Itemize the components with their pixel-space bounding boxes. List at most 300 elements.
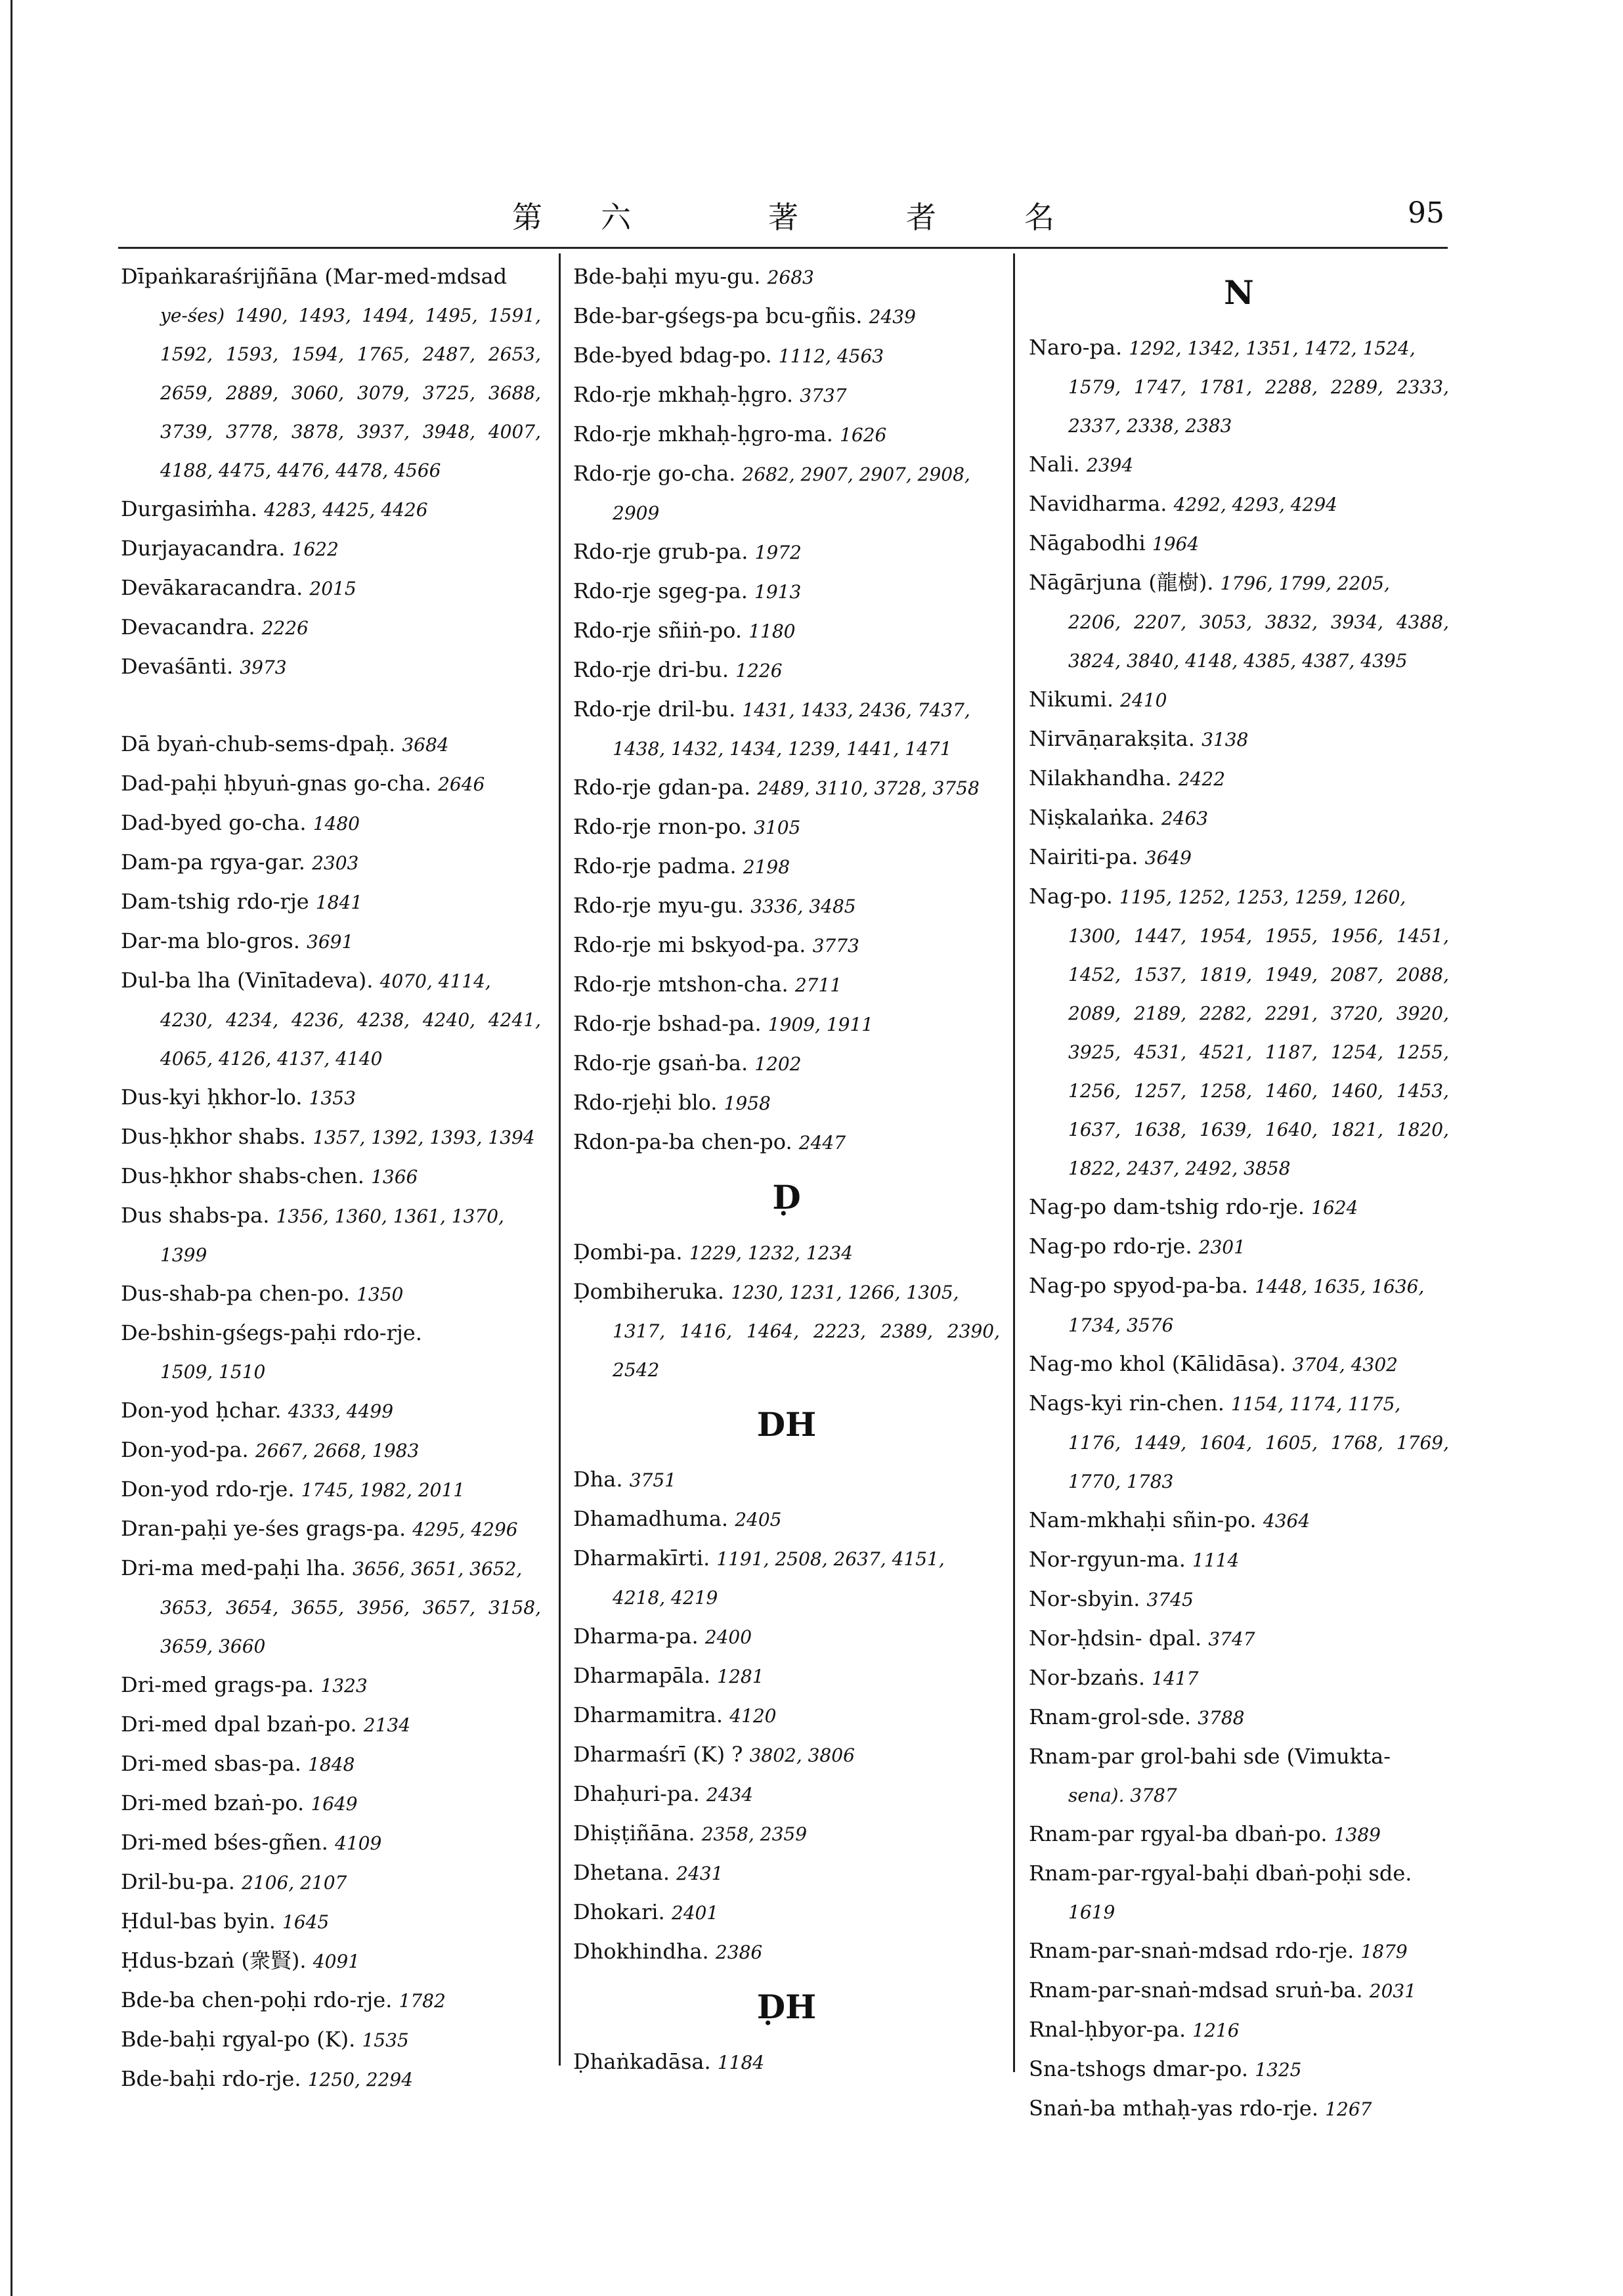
column-divider <box>559 253 561 2066</box>
entry-name: Niṣkalaṅka. <box>1029 805 1155 830</box>
entry-numbers: 3973 <box>240 657 287 678</box>
entry-numbers: 3336, 3485 <box>750 896 856 917</box>
header-char: 著 <box>768 200 798 235</box>
index-entry <box>121 804 541 843</box>
entry-numbers: 1622 <box>292 538 339 560</box>
entry-numbers: 2400 <box>704 1626 752 1648</box>
index-entry <box>573 1539 1000 1617</box>
entry-numbers: 1281 <box>717 1666 764 1687</box>
index-entry <box>1029 445 1449 485</box>
section-heading: Ḍ <box>772 1178 801 1217</box>
index-entry <box>1029 1698 1449 1737</box>
entry-numbers: 1292, 1342, 1351, 1472, 1524, <box>1129 337 1416 359</box>
section-heading: ḌH <box>756 1987 817 2026</box>
entry-name: Dus-kyi ḥkhor-lo. <box>121 1085 303 1110</box>
header-char: 者 <box>906 200 936 235</box>
entry-name: Rnam-par rgyal-ba dbaṅ-po. <box>1029 1821 1328 1846</box>
entry-name: Durjayacandra. <box>121 536 286 561</box>
entry-numbers: 1448, 1635, 1636, <box>1255 1276 1425 1297</box>
index-entry <box>1029 1658 1449 1698</box>
entry-numbers: 1645 <box>282 1911 330 1933</box>
entry-name: Nag-po rdo-rje. <box>1029 1234 1192 1259</box>
entry-numbers: 2410 <box>1120 689 1167 711</box>
entry-numbers: 1848 <box>308 1754 355 1775</box>
entry-numbers: 3802, 3806 <box>749 1744 855 1766</box>
index-entry <box>1029 1737 1449 1815</box>
entry-numbers: 1112, 4563 <box>778 345 884 367</box>
index-entry <box>121 922 541 961</box>
entry-name: Dhokhindha. <box>573 1939 709 1964</box>
entry-numbers: 1180 <box>748 620 796 642</box>
entry-numbers: 1202 <box>754 1053 802 1075</box>
entry-name: Dus shabs-pa. <box>121 1203 270 1228</box>
entry-name: Nag-po. <box>1029 884 1113 909</box>
entry-name: Devacandra. <box>121 615 255 639</box>
entry-name: Rnam-grol-sde. <box>1029 1704 1192 1729</box>
entry-name: Dhaḥuri-pa. <box>573 1781 700 1806</box>
index-entry <box>573 1005 1000 1044</box>
index-entry <box>1029 1971 1449 2010</box>
entry-name: Rdo-rje mkhaḥ-ḥgro. <box>573 382 794 407</box>
index-entry <box>573 1735 1000 1775</box>
index-entry <box>121 1941 541 1981</box>
entry-numbers: 1229, 1232, 1234 <box>689 1242 854 1264</box>
entry-numbers: 2711 <box>794 974 842 996</box>
entry-numbers: 1114 <box>1192 1549 1240 1571</box>
entry-numbers: 3105 <box>754 817 801 838</box>
entry-continuation: ye-śes) 1490, 1493, 1494, 1495, 1591, 1592, 1593, 1594, 1765, 2487, 2653, 2659, 2889, 3060, 3079, 3725, 3688, 3739, 3778, 3878, 3937, 3948, 4007, 4188, 4475, 4476, 4478, 4566 <box>160 305 541 481</box>
index-entry <box>121 608 541 647</box>
entry-name: Durgasiṁha. <box>121 496 257 521</box>
entry-name: Rdo-rje mi bskyod-pa. <box>573 932 806 957</box>
entry-continuation: 1438, 1432, 1434, 1239, 1441, 1471 <box>613 738 952 760</box>
index-entry <box>121 1549 541 1666</box>
entry-name: Rnam-par-snaṅ-mdsad sruṅ-ba. <box>1029 1978 1363 2003</box>
index-entry <box>573 651 1000 690</box>
index-entry <box>121 2020 541 2060</box>
index-entry <box>573 1123 1000 1162</box>
entry-name: Rdon-pa-ba chen-po. <box>573 1129 792 1154</box>
index-entry <box>121 1274 541 1314</box>
entry-numbers: 1366 <box>371 1166 418 1188</box>
index-entry <box>573 768 1000 808</box>
entry-numbers: 1964 <box>1152 533 1200 555</box>
entry-numbers: 1356, 1360, 1361, 1370, <box>276 1205 504 1227</box>
entry-name: Dus-ḥkhor shabs-chen. <box>121 1163 364 1188</box>
entry-name: Dhiṣṭiñāna. <box>573 1821 695 1846</box>
index-entry <box>121 1902 541 1941</box>
entry-name: Rnal-ḥbyor-pa. <box>1029 2017 1186 2042</box>
index-entry <box>1029 877 1449 1188</box>
section-heading: DH <box>756 1405 817 1444</box>
entry-numbers: 3656, 3651, 3652, <box>353 1558 523 1580</box>
entry-numbers: 1250, 2294 <box>307 2069 414 2090</box>
entry-numbers: 2447 <box>798 1132 846 1154</box>
entry-numbers: 4364 <box>1263 1510 1310 1532</box>
index-entry <box>1029 563 1449 680</box>
entry-continuation: 1317, 1416, 1464, 2223, 2389, 2390, 2542 <box>613 1320 1000 1381</box>
entry-numbers: 1958 <box>724 1093 771 1114</box>
index-column-2 <box>573 257 1000 2082</box>
entry-name: Nāgabodhi <box>1029 531 1146 555</box>
index-entry <box>1029 720 1449 759</box>
entry-name: Sna-tshogs dmar-po. <box>1029 2056 1249 2081</box>
index-entry <box>573 1853 1000 1893</box>
entry-continuation: 1619 <box>1068 1901 1115 1923</box>
index-entry <box>1029 1580 1449 1619</box>
entry-name: Rdo-rje gdan-pa. <box>573 775 751 800</box>
entry-name: Bde-baḥi rdo-rje. <box>121 2066 301 2091</box>
entry-numbers: 2031 <box>1369 1980 1417 2002</box>
header-char: 六 <box>601 200 631 235</box>
entry-name: Nag-po dam-tshig rdo-rje. <box>1029 1194 1305 1219</box>
index-entry <box>121 1431 541 1470</box>
entry-name: Bde-baḥi myu-gu. <box>573 264 761 289</box>
entry-name: Dharmamitra. <box>573 1702 724 1727</box>
entry-name: Nikumi. <box>1029 687 1114 712</box>
entry-numbers: 4283, 4425, 4426 <box>264 499 428 521</box>
index-entry <box>121 257 541 490</box>
entry-numbers: 2682, 2907, 2907, 2908, <box>742 464 970 485</box>
entry-name: Rdo-rje myu-gu. <box>573 893 745 918</box>
index-entry <box>1029 680 1449 720</box>
index-entry <box>573 1044 1000 1083</box>
index-entry <box>1029 1501 1449 1540</box>
index-entry <box>1029 1384 1449 1501</box>
entry-name: Naro-pa. <box>1029 335 1123 360</box>
entry-continuation: 1579, 1747, 1781, 2288, 2289, 2333, 2337, 2338, 2383 <box>1068 376 1449 437</box>
entry-name: Dā byaṅ-chub-sems-dpaḥ. <box>121 731 396 756</box>
entry-numbers: 1353 <box>309 1087 356 1109</box>
index-entry <box>1029 2050 1449 2089</box>
entry-numbers: 1267 <box>1325 2098 1372 2120</box>
entry-name: Rdo-rje rnon-po. <box>573 814 747 839</box>
index-entry <box>121 1470 541 1509</box>
index-entry <box>573 965 1000 1005</box>
entry-numbers: 1535 <box>362 2029 409 2051</box>
index-entry <box>1029 1619 1449 1658</box>
index-entry <box>1029 1227 1449 1267</box>
index-entry <box>121 2060 541 2099</box>
entry-numbers: 3704, 4302 <box>1292 1354 1398 1375</box>
entry-name: Dha. <box>573 1467 623 1492</box>
entry-numbers: 2303 <box>312 852 359 874</box>
entry-numbers: 1626 <box>840 424 887 446</box>
index-entry <box>121 764 541 804</box>
entry-name: Nirvāṇarakṣita. <box>1029 726 1195 751</box>
binding-edge-rule <box>11 0 12 2296</box>
index-entry <box>121 843 541 882</box>
entry-numbers: 2358, 2359 <box>701 1823 808 1845</box>
entry-name: Bde-bar-gśegs-pa bcu-gñis. <box>573 303 863 328</box>
entry-name: Dad-paḥi ḥbyuṅ-gnas go-cha. <box>121 771 431 796</box>
index-entry <box>121 1666 541 1705</box>
index-entry <box>573 297 1000 336</box>
entry-name: Dri-med grags-pa. <box>121 1672 314 1697</box>
entry-name: Nor-ḥdsin- dpal. <box>1029 1626 1202 1651</box>
entry-name: Don-yod rdo-rje. <box>121 1477 295 1502</box>
index-entry <box>1029 759 1449 798</box>
index-entry <box>573 415 1000 454</box>
entry-numbers: 4109 <box>335 1832 382 1854</box>
entry-name: Nor-bzaṅs. <box>1029 1665 1145 1690</box>
index-entry <box>121 1391 541 1431</box>
entry-name: Dharmapāla. <box>573 1663 711 1688</box>
entry-numbers: 4295, 4296 <box>412 1519 518 1540</box>
entry-name: Dar-ma blo-gros. <box>121 928 300 953</box>
entry-continuation: 2909 <box>613 502 660 524</box>
entry-numbers: 2646 <box>438 773 485 795</box>
entry-continuation: 1399 <box>160 1244 207 1266</box>
entry-name: Rdo-rjeḥi blo. <box>573 1090 718 1115</box>
entry-name: Dril-bu-pa. <box>121 1869 235 1894</box>
section-heading: N <box>1224 273 1254 312</box>
index-entry <box>1029 838 1449 877</box>
index-entry <box>121 1509 541 1549</box>
entry-numbers: 3691 <box>307 931 354 953</box>
entry-numbers: 1325 <box>1255 2059 1302 2081</box>
entry-name: Bde-byed bdag-po. <box>573 343 772 368</box>
index-entry <box>121 1314 541 1391</box>
entry-continuation: sena). 3787 <box>1068 1785 1177 1806</box>
index-entry <box>573 1814 1000 1853</box>
entry-numbers: 2226 <box>261 617 309 639</box>
entry-name: Dhokari. <box>573 1899 665 1924</box>
index-entry <box>121 1196 541 1274</box>
entry-continuation: 1300, 1447, 1954, 1955, 1956, 1451, 1452, 1537, 1819, 1949, 2087, 2088, 2089, 2189, 2282, 2291, 3720, 3920, 3925, 4531, 4521, 1187, 1254, 1255, 1256, 1257, 1258, 1460, 1460, 1453, 1637, 1638, 1639, 1640, 1821, 1820, 1822, 2437, 2492, 3858 <box>1068 925 1449 1179</box>
entry-name: Rnam-par-rgyal-baḥi dbaṅ-poḥi sde. <box>1029 1861 1412 1886</box>
header-char: 第 <box>512 200 542 235</box>
entry-numbers: 4333, 4499 <box>288 1400 394 1422</box>
entry-numbers: 4120 <box>729 1705 777 1727</box>
entry-numbers: 3745 <box>1146 1589 1194 1611</box>
entry-name: Dri-med dpal bzaṅ-po. <box>121 1712 357 1737</box>
index-entry <box>121 1705 541 1744</box>
index-entry <box>573 454 1000 532</box>
entry-numbers: 1480 <box>313 813 360 834</box>
entry-numbers: 2394 <box>1086 454 1134 476</box>
entry-name: Devaśānti. <box>121 654 234 679</box>
index-entry <box>121 1078 541 1117</box>
entry-name: Nairiti-pa. <box>1029 844 1138 869</box>
entry-name: Ḥdul-bas byin. <box>121 1909 276 1934</box>
entry-name: Nāgārjuna (龍樹). <box>1029 570 1214 595</box>
entry-name: Don-yod-pa. <box>121 1437 249 1462</box>
entry-name: Ḍombiheruka. <box>573 1279 725 1304</box>
index-entry <box>573 257 1000 297</box>
index-column-1 <box>121 257 541 2099</box>
entry-numbers: 4091 <box>313 1951 360 1972</box>
entry-numbers: 1745, 1982, 2011 <box>301 1479 465 1501</box>
entry-numbers: 4070, 4114, <box>379 970 491 992</box>
entry-numbers: 1195, 1252, 1253, 1259, 1260, <box>1119 886 1406 908</box>
entry-numbers: 1972 <box>754 542 802 563</box>
entry-name: Dam-tshig rdo-rje <box>121 889 309 914</box>
entry-numbers: 1841 <box>315 892 363 913</box>
index-entry <box>573 1272 1000 1389</box>
index-entry <box>573 1893 1000 1932</box>
index-entry <box>573 532 1000 572</box>
index-entry <box>1029 1540 1449 1580</box>
index-entry <box>1029 2089 1449 2129</box>
index-entry <box>1029 2010 1449 2050</box>
entry-name: Rnam-par-snaṅ-mdsad rdo-rje. <box>1029 1938 1354 1963</box>
index-entry <box>573 1617 1000 1657</box>
entry-numbers: 3751 <box>629 1469 676 1491</box>
index-entry <box>121 1157 541 1196</box>
entry-name: Dam-pa rgya-gar. <box>121 850 305 875</box>
index-entry <box>573 1083 1000 1123</box>
index-entry <box>121 1981 541 2020</box>
entry-numbers: 1184 <box>717 2052 765 2073</box>
entry-numbers: 2106, 2107 <box>242 1872 347 1894</box>
entry-numbers: 1879 <box>1360 1941 1408 1962</box>
entry-name: Dhamadhuma. <box>573 1506 729 1531</box>
entry-name: Dri-med sbas-pa. <box>121 1751 301 1776</box>
running-header <box>512 194 1444 240</box>
index-entry <box>121 647 541 687</box>
entry-numbers: 1230, 1231, 1266, 1305, <box>731 1282 959 1303</box>
index-entry <box>121 569 541 608</box>
entry-name: Rdo-rje gsaṅ-ba. <box>573 1051 748 1075</box>
index-entry <box>121 961 541 1078</box>
index-entry <box>121 1744 541 1784</box>
entry-name: Dharmakīrti. <box>573 1546 710 1570</box>
entry-numbers: 1624 <box>1311 1197 1358 1219</box>
entry-name: Don-yod ḥchar. <box>121 1398 282 1423</box>
index-entry <box>121 529 541 569</box>
entry-numbers: 1649 <box>311 1793 358 1815</box>
entry-name: Devākaracandra. <box>121 575 303 600</box>
entry-numbers: 2015 <box>309 578 357 599</box>
entry-numbers: 3788 <box>1198 1707 1245 1729</box>
entry-name: Nag-po spyod-pa-ba. <box>1029 1273 1248 1298</box>
entry-numbers: 3747 <box>1208 1628 1255 1650</box>
index-entry <box>573 847 1000 886</box>
entry-name: De-bshin-gśegs-paḥi rdo-rje. <box>121 1320 422 1345</box>
index-column-3 <box>1029 257 1449 2129</box>
entry-continuation: 1176, 1449, 1604, 1605, 1768, 1769, 1770, 1783 <box>1068 1432 1449 1492</box>
index-entry <box>573 1932 1000 1972</box>
index-entry <box>573 2043 1000 2082</box>
index-entry <box>121 725 541 764</box>
index-entry <box>1029 1815 1449 1854</box>
entry-name: Rdo-rje sñiṅ-po. <box>573 618 743 643</box>
entry-name: Nali. <box>1029 452 1080 477</box>
entry-name: Dus-shab-pa chen-po. <box>121 1281 350 1306</box>
section-gap <box>121 687 541 725</box>
entry-name: Rdo-rje mtshon-cha. <box>573 972 789 997</box>
entry-name: Dran-paḥi ye-śes grags-pa. <box>121 1516 406 1541</box>
entry-numbers: 2401 <box>671 1902 719 1924</box>
entry-name: Dharmaśrī (K) ? <box>573 1742 743 1767</box>
entry-numbers: 1913 <box>754 581 802 603</box>
entry-numbers: 2489, 3110, 3728, 3758 <box>757 777 980 799</box>
index-entry <box>1029 1345 1449 1384</box>
index-entry <box>1029 485 1449 524</box>
entry-numbers: 3138 <box>1201 729 1249 750</box>
entry-name: Rdo-rje sgeg-pa. <box>573 578 748 603</box>
entry-numbers: 1191, 2508, 2637, 4151, <box>716 1548 945 1570</box>
header-char: 名 <box>1024 200 1054 235</box>
entry-numbers: 2198 <box>743 856 790 878</box>
index-entry <box>1029 328 1449 445</box>
entry-numbers: 1350 <box>357 1284 404 1305</box>
entry-numbers: 1796, 1799, 2205, <box>1220 573 1390 594</box>
entry-name: Dad-byed go-cha. <box>121 810 307 835</box>
entry-continuation: 4218, 4219 <box>613 1587 718 1609</box>
index-entry <box>573 1460 1000 1500</box>
index-entry <box>121 490 541 529</box>
entry-numbers: 2301 <box>1198 1236 1245 1258</box>
entry-name: Ḍhaṅkadāsa. <box>573 2049 711 2074</box>
entry-numbers: 1216 <box>1192 2020 1240 2041</box>
entry-numbers: 2405 <box>735 1509 782 1530</box>
entry-name: Nor-rgyun-ma. <box>1029 1547 1186 1572</box>
index-entry <box>573 336 1000 376</box>
entry-name: Ḥdus-bzaṅ (衆賢). <box>121 1948 307 1973</box>
column-divider <box>1013 253 1015 2072</box>
entry-name: Dri-med bzaṅ-po. <box>121 1790 305 1815</box>
index-entry <box>1029 524 1449 563</box>
entry-name: Bde-ba chen-poḥi rdo-rje. <box>121 1987 393 2012</box>
entry-numbers: 1417 <box>1152 1668 1199 1689</box>
index-entry <box>573 1696 1000 1735</box>
index-entry <box>121 1784 541 1823</box>
entry-numbers: 2439 <box>869 306 916 328</box>
entry-name: Nags-kyi rin-chen. <box>1029 1391 1224 1416</box>
entry-numbers: 1226 <box>735 660 783 682</box>
entry-numbers: 2431 <box>676 1863 724 1884</box>
index-entry <box>121 1863 541 1902</box>
entry-name: Dharma-pa. <box>573 1624 699 1649</box>
entry-continuation: 1734, 3576 <box>1068 1314 1174 1336</box>
index-entry <box>573 886 1000 926</box>
index-entry <box>121 882 541 922</box>
entry-name: Navidharma. <box>1029 491 1167 516</box>
entry-numbers: 4292, 4293, 4294 <box>1173 494 1337 515</box>
index-entry <box>573 690 1000 768</box>
entry-numbers: 3773 <box>812 935 859 957</box>
entry-name: Rdo-rje dril-bu. <box>573 697 736 722</box>
entry-numbers: 2683 <box>767 267 814 288</box>
entry-continuation: 3653, 3654, 3655, 3956, 3657, 3158, 3659, 3660 <box>160 1597 541 1657</box>
index-entry <box>573 1775 1000 1814</box>
entry-name: Nilakhandha. <box>1029 766 1172 791</box>
entry-name: Rdo-rje bshad-pa. <box>573 1011 762 1036</box>
entry-numbers: 2463 <box>1161 808 1209 829</box>
index-entry <box>1029 798 1449 838</box>
index-entry <box>121 1117 541 1157</box>
entry-numbers: 1357, 1392, 1393, 1394 <box>313 1127 535 1148</box>
entry-name: Ḍombi-pa. <box>573 1240 683 1265</box>
entry-name: Rdo-rje go-cha. <box>573 461 736 486</box>
entry-numbers: 2134 <box>363 1714 411 1736</box>
entry-name: Snaṅ-ba mthaḥ-yas rdo-rje. <box>1029 2096 1319 2121</box>
entry-name: Dul-ba lha (Vinītadeva). <box>121 968 374 993</box>
entry-continuation: 4230, 4234, 4236, 4238, 4240, 4241, 4065, 4126, 4137, 4140 <box>160 1009 541 1070</box>
entry-numbers: 2386 <box>715 1941 763 1963</box>
entry-name: Dīpaṅkaraśrijñāna (Mar-med-mdsad <box>121 264 508 289</box>
index-entry <box>573 1657 1000 1696</box>
entry-name: Rdo-rje padma. <box>573 854 737 878</box>
index-entry <box>1029 1932 1449 1971</box>
entry-name: Rdo-rje mkhaḥ-ḥgro-ma. <box>573 422 833 446</box>
header-rule <box>118 247 1448 249</box>
entry-numbers: 3737 <box>800 385 847 406</box>
entry-continuation: 1509, 1510 <box>160 1361 266 1383</box>
index-entry <box>573 808 1000 847</box>
